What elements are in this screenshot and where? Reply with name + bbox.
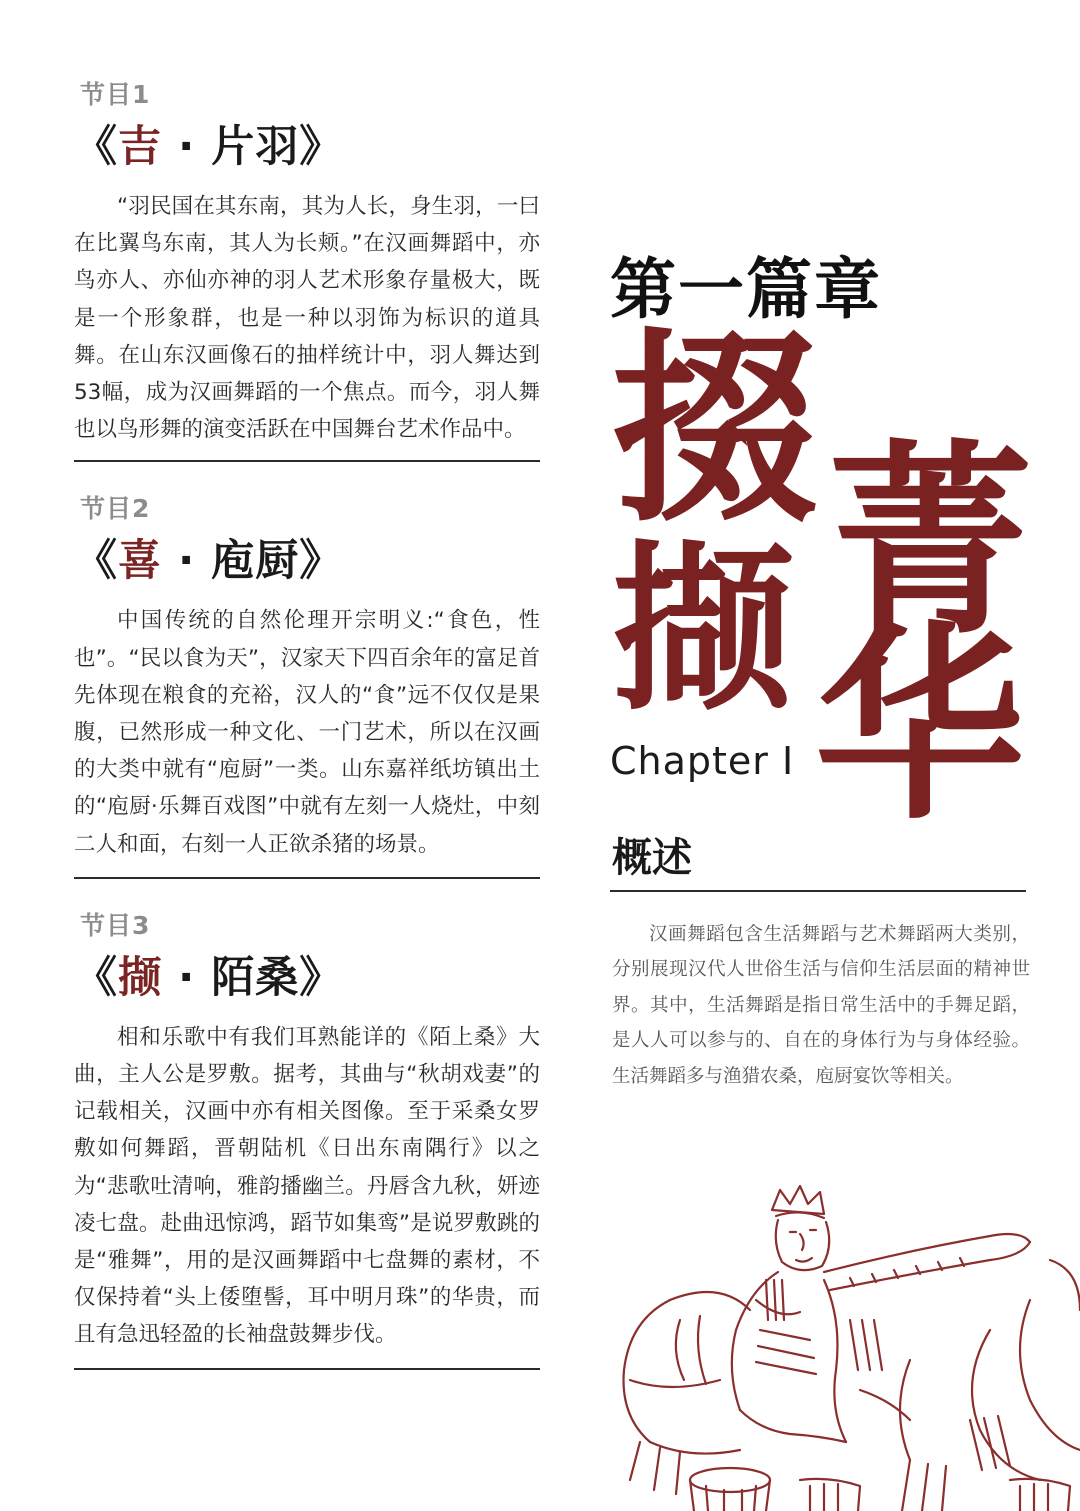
title-rest: · 片羽》: [162, 122, 344, 172]
program-2: [74, 492, 540, 862]
title-rest: · 庖厨》: [162, 536, 344, 587]
program-title: [74, 532, 540, 590]
program-title: [74, 949, 540, 1007]
title-accent-char: 吉: [118, 122, 162, 172]
program-title: [74, 118, 540, 176]
program-3: [74, 909, 540, 1354]
title-bracket-open: 《: [74, 122, 118, 172]
program-column: [74, 78, 540, 1370]
overview-divider: [610, 890, 1026, 892]
section-divider: [74, 877, 540, 879]
program-label: 节目3: [80, 910, 151, 940]
title-rest: · 陌桑》: [162, 952, 344, 1003]
han-dancer-line-illustration: [610, 1180, 1080, 1511]
program-description: 相和乐歌中有我们耳熟能详的《陌上桑》大曲，主人公是罗敷。据考，其曲与“秋胡戏妻”的记载相关，汉画中亦有相关图像。至于采桑女罗敷如何舞蹈，晋朝陆机《日出东南隅行》以之为“悲歌吐清响，雅韵播幽兰。丹唇含九秋，妍迹凌七盘。赴曲迅惊鸿，蹈节如集鸾”是说罗敷跳的是“雅舞”，用的是汉画舞蹈中七盘舞的素材，不仅保持着“头上倭堕髻，耳中明月珠”的华贵，而且有急迅轻盈的长袖盘鼓舞步伐。: [74, 1024, 540, 1348]
program-label: 节目2: [80, 494, 151, 524]
title-bracket-open: 《: [74, 952, 118, 1003]
calligraphy-char: 撷: [612, 524, 793, 735]
program-label: 节目1: [80, 80, 151, 109]
overview-heading: 概述: [612, 835, 692, 881]
title-accent-char: 喜: [118, 536, 162, 587]
calligraphy-char: 菁: [828, 422, 1033, 662]
section-divider: [74, 1368, 540, 1370]
program-description: “羽民国在其东南，其为人长，身生羽，一曰在比翼鸟东南，其人为长颊。”在汉画舞蹈中，亦鸟亦人、亦仙亦神的羽人艺术形象存量极大，既是一个形象群，也是一种以羽饰为标识的道具舞。在山东汉画像石的抽样统计中，羽人舞达到53幅，成为汉画舞蹈的一个焦点。而今，羽人舞也以鸟形舞的演变活跃在中国舞台艺术作品中。: [74, 194, 540, 443]
section-divider: [74, 460, 540, 462]
title-bracket-open: 《: [74, 536, 118, 587]
title-accent-char: 撷: [118, 952, 162, 1003]
chapter-column: [610, 0, 1080, 1511]
calligraphy-char: 华: [815, 601, 1026, 848]
chapter-title: 第一篇章: [610, 251, 882, 328]
overview-text: 汉画舞蹈包含生活舞蹈与艺术舞蹈两大类别，分别展现汉代人世俗生活与信仰生活层面的精神世界。其中，生活舞蹈是指日常生活中的手舞足蹈，是人人可以参与的、自在的身体行为与身体经验。生活舞蹈多与渔猎农桑，庖厨宴饮等相关。: [612, 924, 1030, 1087]
chapter-english-title: Chapter I: [610, 739, 795, 783]
program-description: 中国传统的自然伦理开宗明义:“食色，性也”。“民以食为天”，汉家天下四百余年的富足首先体现在粮食的充裕，汉人的“食”远不仅仅是果腹，已然形成一种文化、一门艺术，所以在汉画的大类中就有“庖厨”一类。山东嘉祥纸坊镇出土的“庖厨·乐舞百戏图”中就有左刻一人烧灶，中刻二人和面，右刻一人正欲杀猪的场景。: [74, 608, 540, 857]
calligraphy-char: 掇: [612, 310, 817, 550]
program-1: [74, 78, 540, 448]
